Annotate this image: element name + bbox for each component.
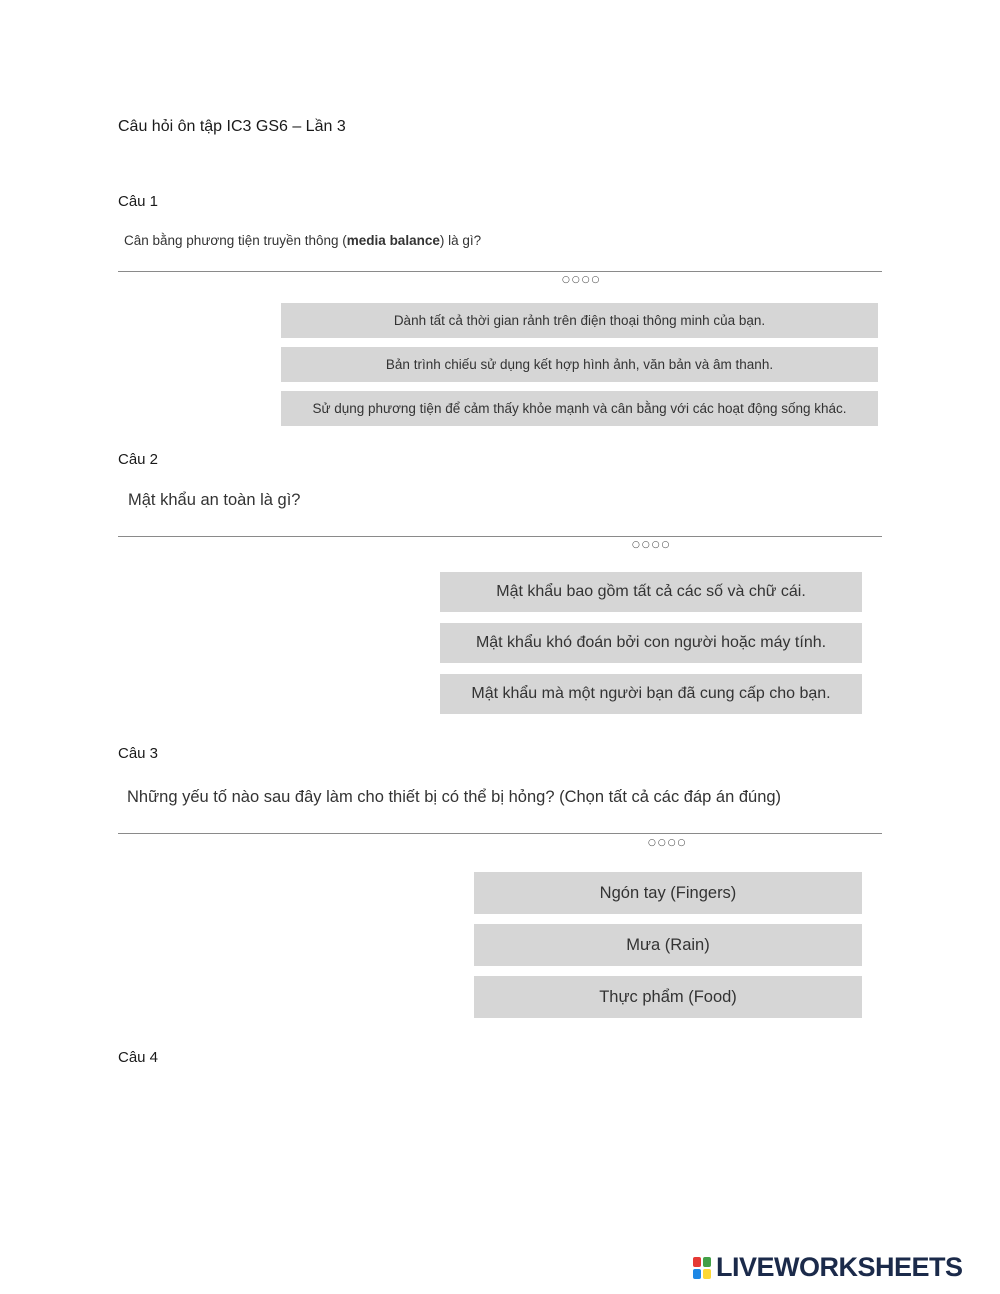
liveworksheets-logo-icon (692, 1256, 712, 1280)
question-3-progress-dots: ○○○○ (648, 838, 688, 848)
question-3-divider (118, 833, 882, 834)
document-title: Câu hỏi ôn tập IC3 GS6 – Lần 3 (118, 118, 346, 135)
question-1-text-after: ) là gì? (439, 233, 482, 248)
question-3-option-1[interactable]: Ngón tay (Fingers) (474, 872, 862, 914)
question-3-label: Câu 3 (118, 745, 159, 762)
liveworksheets-logo-text: LIVEWORKSHEETS (716, 1252, 963, 1282)
question-1-text-before: Cân bằng phương tiện truyền thông ( (124, 233, 347, 248)
question-3-option-3[interactable]: Thực phẩm (Food) (474, 976, 862, 1018)
question-1-option-1[interactable]: Dành tất cả thời gian rảnh trên điện thoại thông minh của bạn. (281, 303, 878, 338)
liveworksheets-logo (692, 1252, 963, 1283)
question-1-progress-dots: ○○○○ (562, 275, 602, 285)
question-1-divider (118, 271, 882, 272)
question-2-text: Mật khẩu an toàn là gì? (128, 491, 301, 509)
question-2-option-3[interactable]: Mật khẩu mà một người bạn đã cung cấp cho bạn. (440, 674, 862, 714)
question-2-option-2[interactable]: Mật khẩu khó đoán bởi con người hoặc máy tính. (440, 623, 862, 663)
question-1-label: Câu 1 (118, 193, 159, 210)
question-2-label: Câu 2 (118, 451, 159, 468)
question-2-progress-dots: ○○○○ (632, 540, 672, 550)
question-2-divider (118, 536, 882, 537)
question-1-option-2[interactable]: Bản trình chiếu sử dụng kết hợp hình ảnh, văn bản và âm thanh. (281, 347, 878, 382)
question-1-text (124, 233, 481, 248)
question-1-text-bold: media balance (346, 233, 440, 248)
question-1-option-3[interactable]: Sử dụng phương tiện để cảm thấy khỏe mạnh và cân bằng với các hoạt động sống khác. (281, 391, 878, 426)
question-2-option-1[interactable]: Mật khẩu bao gồm tất cả các số và chữ cái. (440, 572, 862, 612)
question-3-text: Những yếu tố nào sau đây làm cho thiết bị có thể bị hỏng? (Chọn tất cả các đáp án đúng) (127, 788, 782, 806)
question-3-option-2[interactable]: Mưa (Rain) (474, 924, 862, 966)
question-4-label: Câu 4 (118, 1049, 159, 1066)
